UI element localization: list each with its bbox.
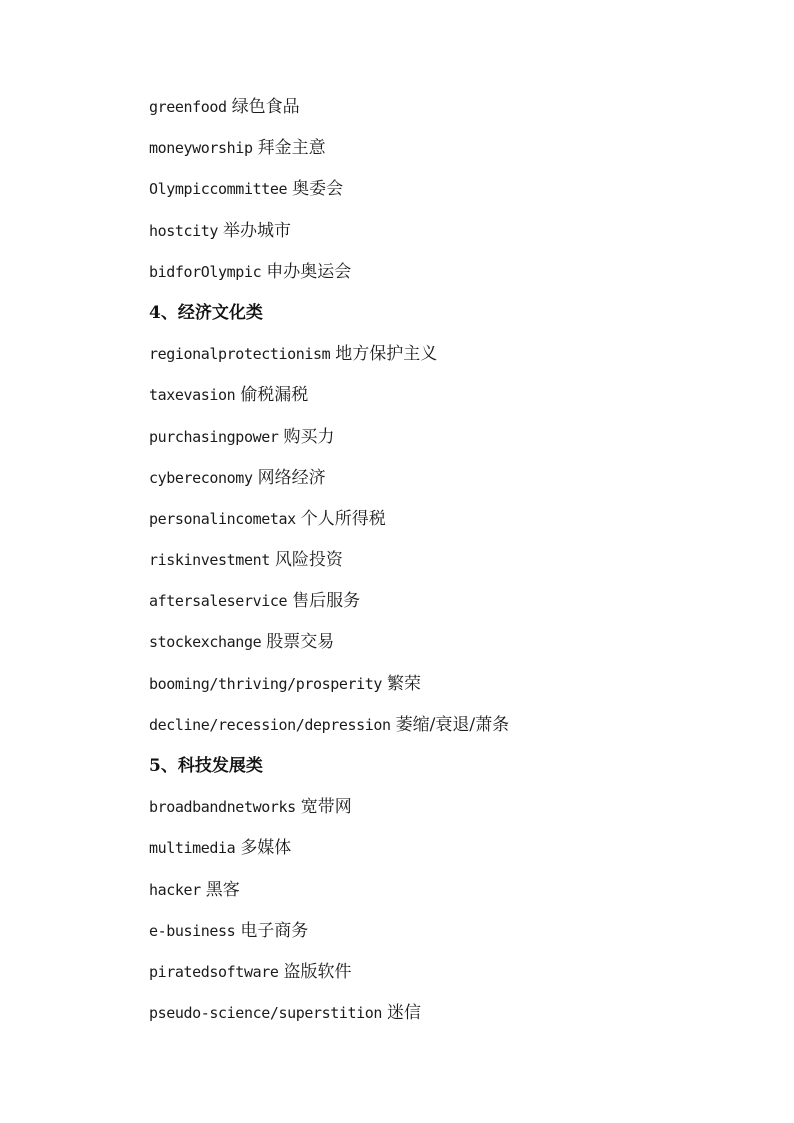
list-item [149, 998, 749, 1039]
list-item [149, 957, 749, 998]
english-term: stockexchange [149, 633, 262, 652]
english-term: e-business [149, 921, 236, 940]
english-term: aftersaleservice [149, 592, 288, 611]
list-item [149, 545, 749, 586]
english-term: multimedia [149, 839, 236, 858]
english-term: regionalprotectionism [149, 345, 331, 364]
english-term: moneyworship [149, 139, 253, 158]
english-term: pseudo-science/superstition [149, 1004, 383, 1023]
english-term: decline/recession/depression [149, 715, 391, 734]
chinese-term: 拜金主意 [257, 138, 326, 159]
english-term: bidforOlympic [149, 262, 262, 281]
chinese-term: 多媒体 [240, 838, 292, 859]
list-item [149, 422, 749, 463]
chinese-term: 电子商务 [240, 920, 309, 941]
english-term: hostcity [149, 221, 219, 240]
chinese-term: 股票交易 [266, 632, 335, 653]
section-heading-technology: 5、科技发展类 [149, 756, 263, 776]
chinese-term: 购买力 [283, 426, 335, 447]
english-term: booming/thriving/prosperity [149, 674, 383, 693]
chinese-term: 盗版软件 [283, 961, 352, 982]
english-term: taxevasion [149, 386, 236, 405]
chinese-term: 宽带网 [300, 797, 352, 818]
english-term: purchasingpower [149, 427, 279, 446]
section-heading-economy-culture: 4、经济文化类 [149, 302, 263, 323]
list-item [149, 916, 749, 957]
chinese-term: 网络经济 [257, 467, 326, 488]
chinese-term: 售后服务 [292, 591, 361, 612]
list-item [149, 216, 749, 257]
chinese-term: 偷税漏税 [240, 385, 309, 406]
list-item [149, 504, 749, 545]
chinese-term: 举办城市 [223, 220, 292, 241]
list-item [149, 380, 749, 421]
list-item [149, 257, 749, 298]
list-item [149, 833, 749, 874]
english-term: greenfood [149, 98, 227, 116]
chinese-term: 迷信 [387, 1003, 422, 1024]
chinese-term: 地方保护主义 [335, 344, 438, 365]
chinese-term: 申办奥运会 [266, 261, 352, 282]
chinese-term: 萎缩/衰退/萧条 [395, 714, 510, 735]
list-item [149, 586, 749, 627]
list-item [149, 875, 749, 916]
english-term: riskinvestment [149, 551, 270, 570]
english-term: Olympiccommittee [149, 180, 288, 199]
english-term: hacker [149, 880, 201, 899]
list-item [149, 463, 749, 504]
english-term: piratedsoftware [149, 962, 279, 981]
vocabulary-list [149, 92, 749, 1039]
english-term: broadbandnetworks [149, 798, 296, 817]
list-item [149, 133, 749, 174]
chinese-term: 黑客 [205, 879, 240, 900]
list-item [149, 174, 749, 215]
chinese-term: 风险投资 [274, 550, 343, 571]
chinese-term: 奥委会 [292, 179, 344, 200]
english-term: personalincometax [149, 509, 296, 528]
list-item [149, 669, 749, 710]
english-term: cybereconomy [149, 468, 253, 487]
list-item [149, 339, 749, 380]
list-item [149, 627, 749, 668]
chinese-term: 繁荣 [387, 673, 422, 694]
chinese-term: 绿色食品 [231, 97, 300, 117]
list-item [149, 710, 749, 751]
list-item [149, 792, 749, 833]
list-item [149, 92, 749, 133]
chinese-term: 个人所得税 [300, 508, 386, 529]
